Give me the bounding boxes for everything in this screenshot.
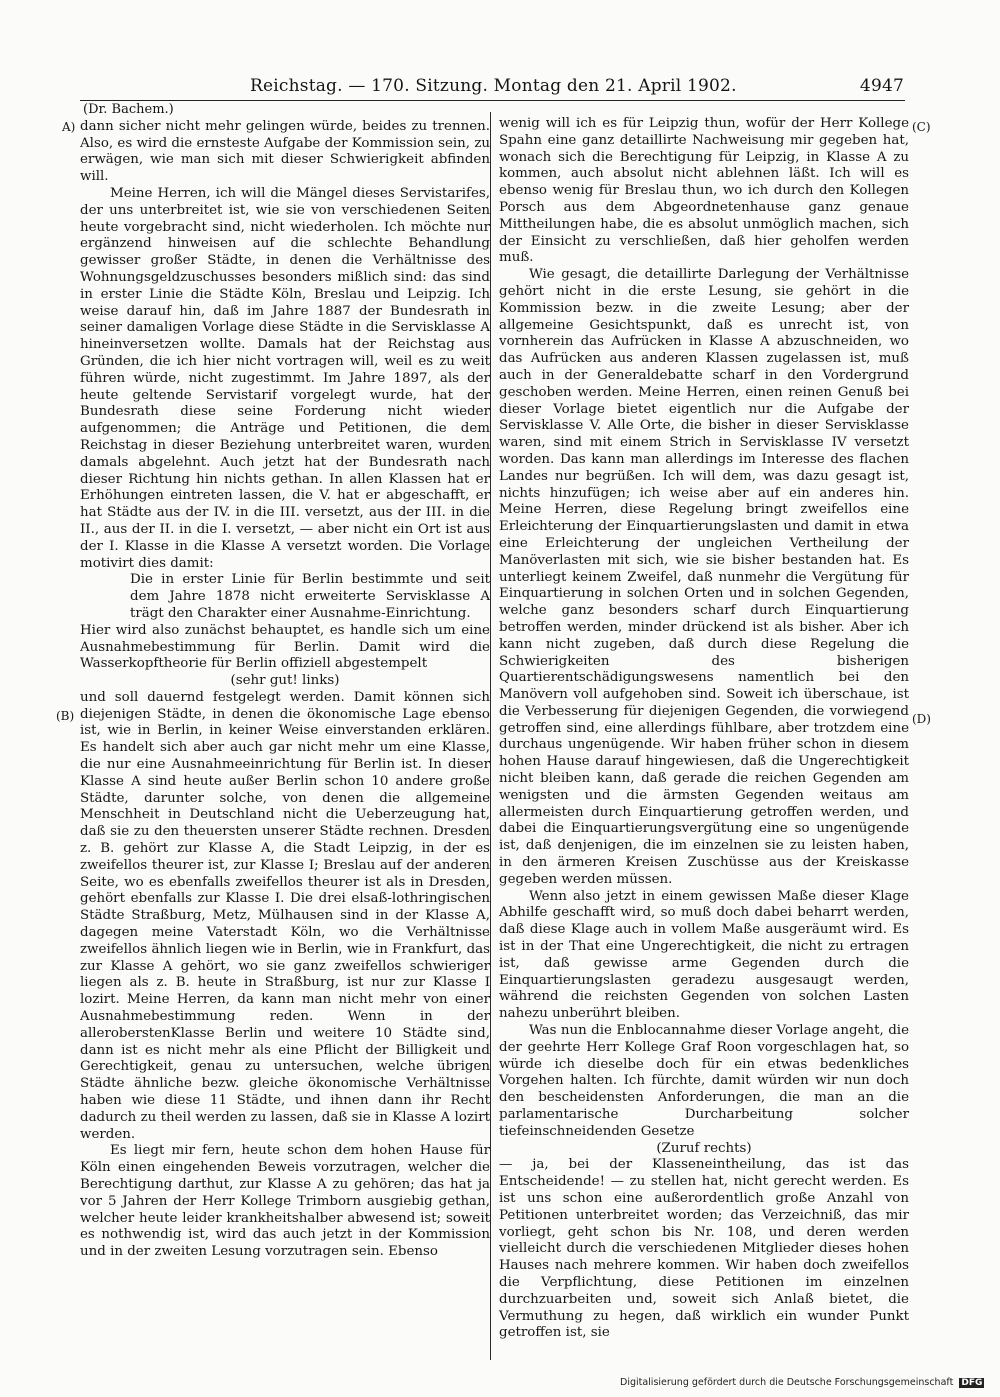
paragraph: Was nun die Enblocannahme dieser Vorlage angeht, die der geehrte Herr Kollege Graf Roon vorgeschlagen hat, so würde ich dieselbe doch für ein etwas bedenkliches Vorgehen halten. Ich fürchte, damit würden wir nun doch den bescheidensten Anforderungen, die man an die parlamentarische Durcharbeitung solcher tiefeinschneidenden Gesetze: [499, 1023, 909, 1139]
paragraph: Meine Herren, ich will die Mängel dieses Servistarifes, der uns unterbreitet ist, wie sie von verschiedenen Seiten heute vorgebracht sind, nicht wiederholen. Ich möchte nur ergänzend hinweisen auf die schlechte Behandlung gewisser großer Städte, in denen die Verhältnisse des Wohnungsgeldzuschusses besonders mißlich sind: das sind in erster Linie die Städte Köln, Breslau und Leipzig. Ich weise darauf hin, daß im Jahre 1887 der Bundesrath in seiner damaligen Vorlage diese Städte in die Servisklasse A hineinversetzen wollte. Damals hat der Reichstag aus Gründen, die ich hier nicht vortragen will, weil es zu weit führen würde, nicht zugestimmt. Im Jahre 1897, als der heute geltende Servistarif vorgelegt wurde, hat der Bundesrath diese seine Forderung nicht wieder aufgenommen; die Anträge und Petitionen, die dem Reichstag in dieser Beziehung unterbreitet waren, wurden damals abgelehnt. Auch jetzt hat der Bundesrath nach dieser Richtung hin nichts gethan. In allen Klassen hat er Erhöhungen eintreten lassen, die V. hat er abgeschafft, er hat Städte aus der IV. in die III. versetzt, aus der III. in die II., aus der II. in die I. versetzt, — aber nicht ein Ort ist aus der I. Klasse in die Klasse A versetzt worden. Die Vorlage motivirt dies damit:: [80, 185, 490, 571]
paragraph: wenig will ich es für Leipzig thun, wofür der Herr Kollege Spahn eine ganz detaillirte Nachweisung mir gegeben hat, wonach sich die Berechtigung für Leipzig, in Klasse A zu kommen, auch absolut nicht ablehnen läßt. Ich will es ebenso wenig für Breslau thun, wo ich durch den Kollegen Porsch aus dem Abgeordnetenhause ganz genaue Mittheilungen habe, die es absolut unmöglich machen, sich der Einsicht zu verschließen, daß hier geholfen werden muß.: [499, 116, 909, 266]
footer-credit: [620, 1377, 983, 1393]
block-quote: Die in erster Linie für Berlin bestimmte und seit dem Jahre 1878 nicht erweiterte Servisklasse A trägt den Charakter einer Ausnahme-Einrichtung.: [130, 572, 490, 621]
margin-mark-d: (D): [912, 712, 931, 726]
speaker-label: (Dr. Bachem.): [83, 102, 174, 117]
margin-mark-a: A): [62, 120, 76, 134]
paragraph: — ja, bei der Klasseneintheilung, das ist das Entscheidende! — zu stellen hat, nicht gerecht werden. Es ist uns schon eine außerordentlich große Anzahl von Petitionen unterbreitet worden; das Verzeichniß, das mir vorliegt, geht schon bis Nr. 108, und deren werden vielleicht durch die verschiedenen Mitglieder dieses hohen Hauses nach mehrere kommen. Wir haben doch zweifellos die Verpflichtung, diese Petitionen im einzelnen durchzuarbeiten und, soweit sich Anlaß bietet, die Vermuthung zu hegen, daß wirklich ein wunder Punkt getroffen ist, sie: [499, 1157, 909, 1341]
dfg-logo: DFG: [961, 1378, 983, 1388]
paragraph: Wie gesagt, die detaillirte Darlegung der Verhältnisse gehört nicht in die erste Lesung, sie gehört in die Kommission bezw. in die zweite Lesung; aber der allgemeine Gesichtspunkt, daß es unrecht ist, von vornherein das Aufrücken in Klasse A abzuschneiden, wo das Aufrücken aus anderen Klassen zugelassen ist, muß auch in der Generaldebatte scharf in den Vordergrund geschoben werden. Meine Herren, einen reinen Genuß bei dieser Vorlage bietet eigentlich nur die Aufgabe der Servisklasse V. Alle Orte, die bisher in dieser Servisklasse waren, sind mit einem Strich in Servisklasse IV versetzt worden. Das kann man allerdings im Interesse des flachen Landes nur begrüßen. Ich will dem, was dazu gesagt ist, nichts hinzufügen; ich weise aber auf ein anderes hin. Meine Herren, diese Regelung bringt zweifellos eine Erleichterung der Einquartierungslasten und damit in etwa eine Erleichterung der ungleichen Vertheilung der Manöverlasten mit sich, wie sie bisher bestanden hat. Es unterliegt keinem Zweifel, daß nunmehr die Vergütung für Einquartierung in solchen Orten und in solchen Gegenden, welche ganz besonders scharf durch Einquartierung betroffen werden, minder drückend ist als bisher. Aber ich kann nicht zugeben, daß durch diese Regelung die Schwierigkeiten des bisherigen Quartierentschädigungswesens namentlich bei den Manövern voll aufgehoben sind. Soweit ich überschaue, ist die Verbesserung für diejenigen Gegenden, die vorwiegend getroffen sind, eine allerdings fühlbare, aber trotzdem eine durchaus ungenügende. Wir haben früher schon in diesem hohen Hause darauf hingewiesen, daß die Ungerechtigkeit nicht bleiben kann, daß gerade die reichen Gegenden am wenigsten und die ärmsten Gegenden weitaus am allermeisten durch Einquartierung getroffen werden, und dabei die Einquartierungsvergütung eine so ungenügende ist, daß denjenigen, die im einzelnen sie zu leisten haben, in den ärmeren Kreisen Zuschüsse aus der Kreiskasse gegeben werden müssen.: [499, 267, 909, 887]
interjection: (sehr gut! links): [230, 673, 340, 689]
footer-text: Digitalisierung gefördert durch die Deutsche Forschungsgemeinschaft: [620, 1377, 954, 1388]
column-divider: [490, 112, 491, 1360]
header-rule: [80, 100, 905, 101]
page-number: 4947: [859, 76, 904, 96]
interjection: (Zuruf rechts): [656, 1140, 752, 1156]
page-header: [60, 74, 904, 100]
running-title: Reichstag. — 170. Sitzung. Montag den 21. April 1902.: [250, 76, 737, 96]
left-column: [80, 102, 490, 1261]
paragraph: Hier wird also zunächst behauptet, es handle sich um eine Ausnahmebestimmung für Berlin. Damit wird die Wasserkopftheorie für Berlin offiziell abgestempelt: [80, 622, 490, 672]
paragraph: Wenn also jetzt in einem gewissen Maße dieser Klage Abhilfe geschafft wird, so muß doch dabei beharrt werden, daß diese Klage auch in vollem Maße ausgeräumt wird. Es ist in der That eine Ungerechtigkeit, die nicht zu ertragen ist, daß gewisse arme Gegenden durch die Einquartierungslasten geradezu ausgesaugt werden, während die reichsten Gegenden von solchen Lasten nahezu unberührt bleiben.: [499, 888, 909, 1022]
paragraph: dann sicher nicht mehr gelingen würde, beides zu trennen. Also, es wird die ernsteste Aufgabe der Kommission sein, zu erwägen, wie man sich mit dieser Schwierigkeit abfinden will.: [80, 118, 490, 185]
paragraph: und soll dauernd festgelegt werden. Damit können sich diejenigen Städte, in denen die ökonomische Lage ebenso ist, wie in Berlin, in keiner Weise einverstanden erklären. Es handelt sich aber auch gar nicht mehr um eine Klasse, die nur eine Ausnahmeeinrichtung für Berlin ist. In dieser Klasse A sind heute außer Berlin schon 10 andere große Städte, darunter solche, von denen die allgemeine Menschheit in Deutschland nicht die Ueberzeugung hat, daß sie zu den theuersten unserer Städte rechnen. Dresden z. B. gehört zur Klasse A, die Stadt Leipzig, in der es zweifellos theurer ist, zur Klasse I; Breslau auf der anderen Seite, wo es ebenfalls zweifellos theurer ist als in Dresden, gehört ebenfalls zur Klasse I. Die drei elsaß-lothringischen Städte Straßburg, Metz, Mülhausen sind in der Klasse A, dagegen meine Vaterstadt Köln, wo die Verhältnisse zweifellos ähnlich liegen wie in Berlin, wie in Frankfurt, das zur Klasse A gehört, wo sie ganz zweifellos schwieriger liegen als z. B. heute in Straßburg, ist nur zur Klasse I lozirt. Meine Herren, da kann man nicht mehr von einer Ausnahmebestimmung reden. Wenn in der alleroberstenKlasse Berlin und weitere 10 Städte sind, dann ist es nicht mehr als eine Pflicht der Billigkeit und Gerechtigkeit, genau zu untersuchen, welche übrigen Städte ähnliche bezw. gleiche ökonomische Verhältnisse haben wie diese 11 Städte, und ihnen dann ihr Recht dadurch zu theil werden zu lassen, daß sie in Klasse A lozirt werden.: [80, 689, 490, 1142]
margin-mark-c: (C): [912, 120, 931, 134]
paragraph: Es liegt mir fern, heute schon dem hohen Hause für Köln einen eingehenden Beweis vorzutragen, welcher die Berechtigung darthut, zur Klasse A zu gehören; das hat ja vor 5 Jahren der Herr Kollege Trimborn ausgiebig gethan, welcher heute leider krankheitshalber abwesend ist; soweit es nothwendig ist, wird das auch jetzt in der Kommission und in der zweiten Lesung vorzutragen sein. Ebenso: [80, 1143, 490, 1260]
margin-mark-b: (B): [56, 709, 75, 723]
right-column: [499, 116, 909, 1342]
